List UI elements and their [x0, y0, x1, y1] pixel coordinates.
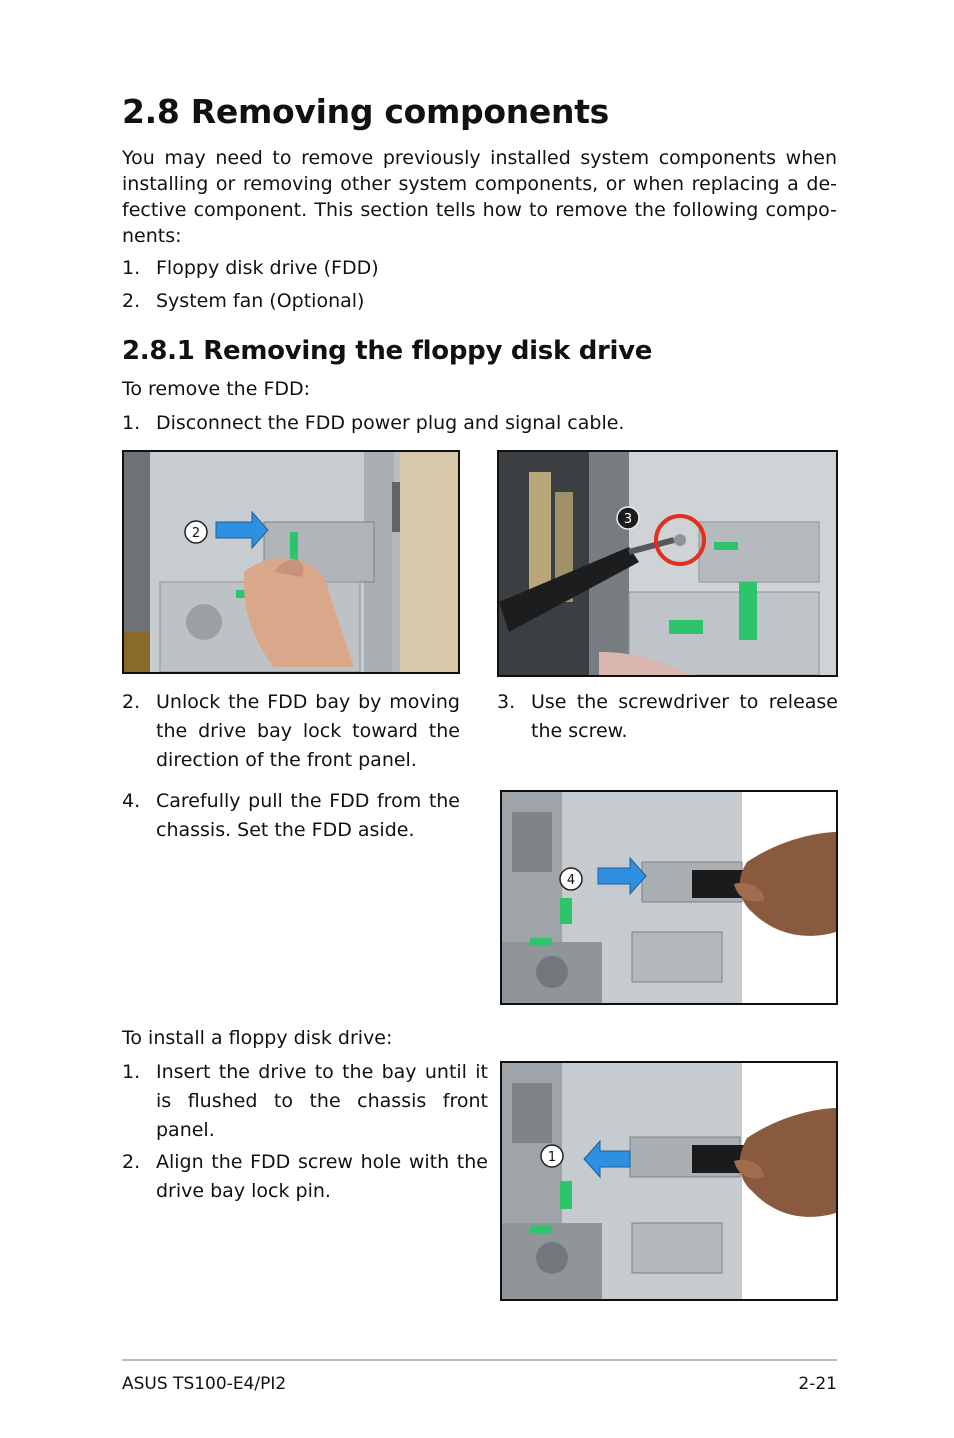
- callout-number: 4: [566, 873, 576, 888]
- photo-pull-fdd: [500, 790, 838, 1005]
- remove-step-3: [497, 688, 838, 748]
- step-num: 1.: [122, 1061, 141, 1083]
- callout-number: 2: [191, 526, 201, 541]
- section-title: 2.8.1 Removing the floppy disk drive: [122, 336, 653, 366]
- photo-release-screw: [497, 450, 838, 677]
- step-num: 1.: [122, 412, 141, 434]
- photo-insert-fdd: [500, 1061, 838, 1301]
- footer-divider: [122, 1359, 837, 1361]
- install-step-1: [122, 1058, 488, 1146]
- component-item-1: [122, 255, 379, 281]
- component-num: 2.: [122, 290, 141, 312]
- footer-product: ASUS TS100-E4/PI2: [122, 1374, 287, 1394]
- remove-step-1: [122, 410, 625, 436]
- component-item-2: [122, 288, 365, 314]
- step-text: Align the FDD screw hole with the drive bay lock pin.: [156, 1151, 488, 1202]
- install-step-2: [122, 1148, 488, 1208]
- component-num: 1.: [122, 257, 141, 279]
- footer-page-number: 2-21: [798, 1374, 837, 1394]
- step-text: Use the screwdriver to release the screw.: [531, 691, 838, 742]
- component-text: System fan (Optional): [156, 290, 365, 312]
- step-text: Carefully pull the FDD from the chassis. Set the FDD aside.: [156, 790, 460, 841]
- callout-number: 1: [547, 1150, 557, 1165]
- remove-intro: To remove the FDD:: [122, 378, 311, 400]
- component-text: Floppy disk drive (FDD): [156, 257, 379, 279]
- remove-step-2: [122, 688, 460, 776]
- step-num: 2.: [122, 691, 141, 713]
- page-title: 2.8 Removing components: [122, 92, 610, 131]
- release-screw-illustration: [499, 452, 836, 675]
- step-num: 3.: [497, 691, 516, 713]
- step-text: Insert the drive to the bay until it is flushed to the chassis front panel.: [156, 1061, 488, 1141]
- intro-paragraph: You may need to remove previously installed system components when installing or removing other system components, or when replacing a de-fective component. This section tells how to remove the following compo-nents:: [122, 147, 837, 247]
- step-text: Disconnect the FDD power plug and signal cable.: [156, 412, 625, 434]
- remove-step-4: [122, 787, 460, 847]
- pull-fdd-illustration: [502, 792, 836, 1003]
- photo-unlock-bay: [122, 450, 460, 674]
- insert-fdd-illustration: [502, 1063, 836, 1299]
- unlock-bay-illustration: [124, 452, 458, 672]
- install-intro: To install a floppy disk drive:: [122, 1027, 393, 1049]
- step-num: 4.: [122, 790, 141, 812]
- step-text: Unlock the FDD bay by moving the drive bay lock toward the direction of the front panel.: [156, 691, 460, 771]
- step-num: 2.: [122, 1151, 141, 1173]
- callout-number: 3: [623, 512, 633, 527]
